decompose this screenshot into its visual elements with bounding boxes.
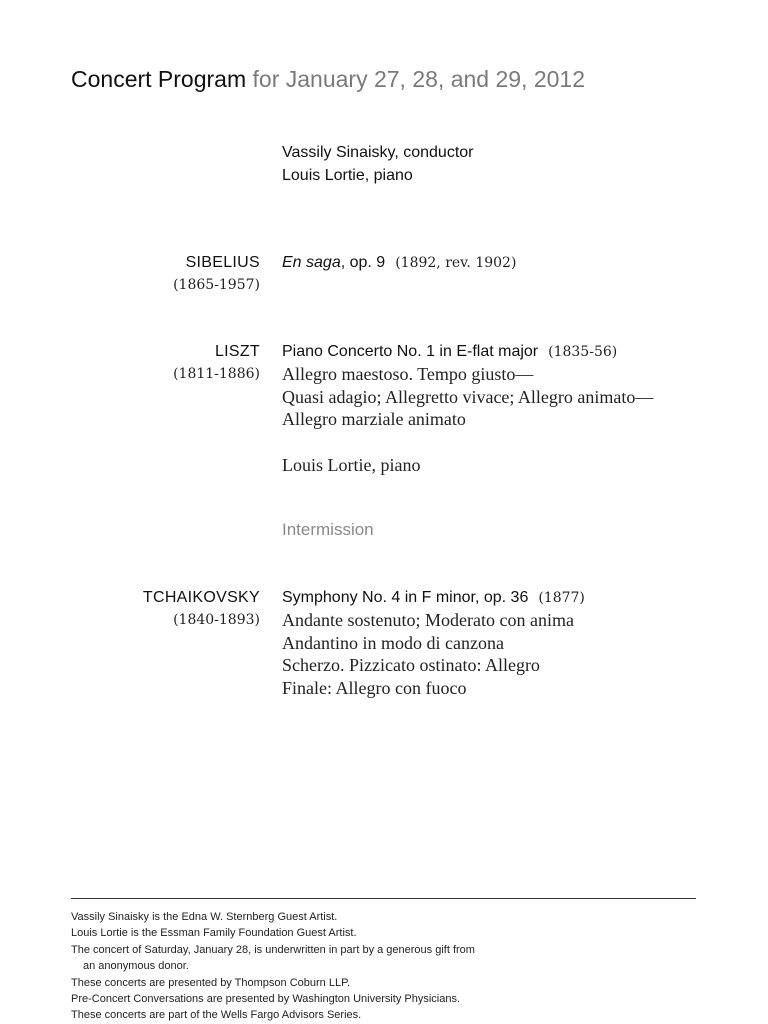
footnote: an anonymous donor. [83,960,189,973]
footnote: The concert of Saturday, January 28, is underwritten in part by a generous gift from [71,943,475,956]
footer-divider [71,898,696,899]
conductor-credit: Vassily Sinaisky, conductor [282,144,474,161]
work-title-italic: En saga [282,254,341,271]
composer-years: (1811-1886) [173,366,260,382]
work-sibelius [282,252,516,274]
movement: Andantino in modo di canzona [282,632,504,653]
work-title [282,587,585,609]
work-liszt [282,341,653,476]
work-title-text: Piano Concerto No. 1 in E-flat major [282,343,539,360]
title-dates: for January 27, 28, and 29, 2012 [252,66,585,92]
composer-sibelius [173,252,260,296]
work-year: (1835-56) [548,344,618,360]
work-title-opus: , op. 9 [340,254,386,271]
work-title [282,341,653,363]
page-title [71,66,585,93]
footnote: These concerts are part of the Wells Fargo Advisors Series. [71,1009,362,1022]
composer-name: LISZT [214,343,260,360]
composer-years: (1865-1957) [173,277,260,293]
movement: Finale: Allegro con fuoco [282,677,467,698]
movement: Andante sostenuto; Moderato con anima [282,610,574,630]
composer-name: SIBELIUS [185,254,260,271]
work-year: (1877) [538,590,585,606]
title-main: Concert Program [71,66,247,92]
composer-tchaikovsky [143,587,260,631]
footnote: Louis Lortie is the Essman Family Foundation Guest Artist. [71,927,357,940]
composer-liszt [173,341,260,385]
performers [282,141,473,187]
movement: Quasi adagio; Allegretto vivace; Allegro animato— [282,386,654,407]
footnote: Pre-Concert Conversations are presented by Washington University Physicians. [71,993,461,1006]
composer-name: TCHAIKOVSKY [142,589,260,606]
movement: Allegro maestoso. Tempo giusto— [282,364,534,384]
footnote: Vassily Sinaisky is the Edna W. Sternberg Guest Artist. [71,911,338,923]
intermission-label: Intermission [282,520,374,539]
work-title [282,252,516,274]
footnote: These concerts are presented by Thompson Coburn LLP. [71,976,351,989]
soloist-credit: Louis Lortie, piano [282,167,413,184]
composer-years: (1840-1893) [173,612,260,628]
work-year: (1892, rev. 1902) [395,255,517,271]
work-tchaikovsky [282,587,585,699]
footnotes [71,909,691,1024]
work-title-text: Symphony No. 4 in F minor, op. 36 [282,589,529,606]
work-soloist: Louis Lortie, piano [282,454,421,475]
movement: Allegro marziale animato [282,409,466,429]
movement: Scherzo. Pizzicato ostinato: Allegro [282,655,540,675]
